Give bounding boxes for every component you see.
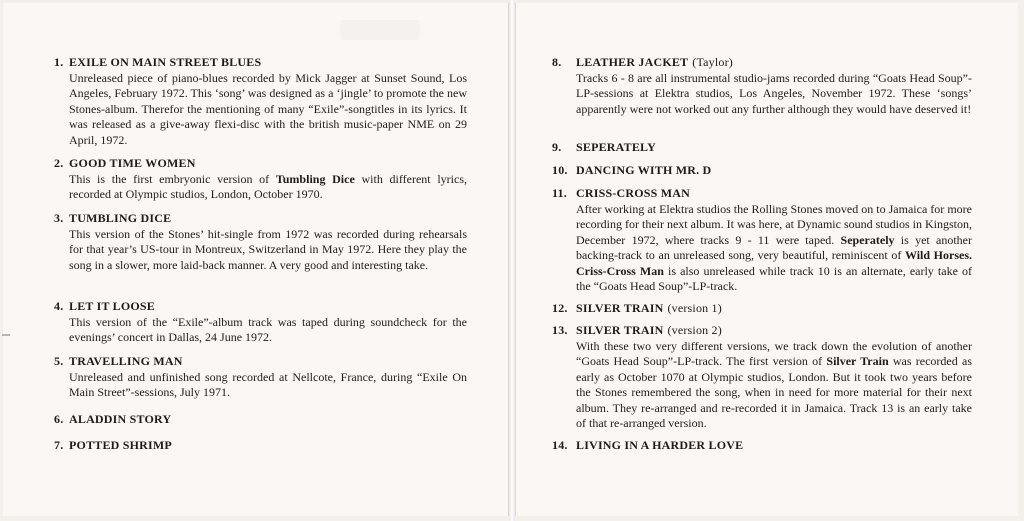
track-heading xyxy=(54,299,467,315)
track-title: DANCING WITH MR. D xyxy=(576,163,712,177)
track-number: 13. xyxy=(552,323,568,337)
track-number: 8. xyxy=(552,55,562,69)
track-title: LET IT LOOSE xyxy=(69,299,156,313)
track-version-note: (version 1) xyxy=(667,301,722,315)
track-number: 6. xyxy=(54,412,64,426)
track-description: This version of the Stones’ hit-single from 1972 was recorded during rehearsals for that year’s US-tour in Montreux, Switzerland in May 1972. Here they play the song in a slower, more laid-back manner. A very good and interesting take. xyxy=(69,226,467,272)
track-title: LEATHER JACKET xyxy=(576,55,689,69)
show-through-ghost xyxy=(340,20,420,40)
track-item-8 xyxy=(552,55,972,117)
track-heading xyxy=(552,140,972,156)
track-number: 9. xyxy=(552,140,562,154)
track-number: 11. xyxy=(552,186,567,200)
desc-text: After working at Elektra studios the Rolling Stones moved on to Jamaica for more recording for their next album. It was here, at Dynamic sound studios in Kingston, December 1972, where tracks 9 - 11 were taped. xyxy=(576,201,972,247)
track-heading xyxy=(54,412,467,428)
track-heading xyxy=(552,323,972,339)
track-title: SILVER TRAIN xyxy=(576,323,664,337)
track-description xyxy=(576,339,972,432)
track-heading xyxy=(54,55,467,71)
track-title: SEPERATELY xyxy=(576,140,657,154)
desc-text: is also unreleased while track 10 is an alternate, early take of the “Goats Head Soup”-LP-track. xyxy=(576,263,972,293)
track-description xyxy=(69,172,467,203)
track-number: 5. xyxy=(54,354,64,368)
track-heading xyxy=(552,186,972,202)
track-heading xyxy=(54,211,467,227)
track-heading xyxy=(54,156,467,172)
track-item-12 xyxy=(552,301,972,317)
track-item-11 xyxy=(552,186,972,295)
track-number: 3. xyxy=(54,211,64,225)
track-description: This version of the “Exile”-album track was taped during soundcheck for the evenings’ concert in Dallas, 24 June 1972. xyxy=(69,314,467,344)
track-number: 7. xyxy=(54,438,64,452)
track-item-13 xyxy=(552,323,972,432)
track-title: POTTED SHRIMP xyxy=(69,438,172,452)
desc-text: This is the first embryonic version of xyxy=(69,171,276,186)
track-item-3 xyxy=(54,211,467,273)
song-reference: Silver Train xyxy=(826,354,889,368)
track-item-4 xyxy=(54,299,467,346)
track-heading xyxy=(552,301,972,317)
track-number: 14. xyxy=(552,438,568,452)
track-item-9 xyxy=(552,140,972,156)
track-description: Unreleased piece of piano-blues recorded by Mick Jagger at Sunset Sound, Los Angeles, February 1972. This ‘song’ was designed as a ‘jingle’ to promote the new Stones-album. Therefor the mentioning of many “Exile”-songtitles in its lyrics. It was released as a give-away flexi-disc with the british music-paper NME on 29 April, 1972. xyxy=(69,70,467,147)
scan-mark xyxy=(2,334,10,336)
track-version-note: (version 2) xyxy=(667,323,722,337)
track-title: EXILE ON MAIN STREET BLUES xyxy=(69,55,262,69)
track-item-7 xyxy=(54,438,467,454)
track-title: ALADDIN STORY xyxy=(69,412,172,426)
desc-text: was recorded as early as October 1070 at Olympic studios, London. But it took two years before the Stones remembered the song, when in need for more material for their next album. They re-arranged and re-recorded it in Jamaica. Track 13 is an early take of that re-arranged version. xyxy=(576,354,972,430)
track-title: SILVER TRAIN xyxy=(576,301,664,315)
track-item-14 xyxy=(552,438,972,454)
track-number: 12. xyxy=(552,301,568,315)
desc-text: with different lyrics, recorded at Olympic studios, London, October 1970. xyxy=(69,171,467,201)
track-number: 10. xyxy=(552,163,568,177)
track-item-6 xyxy=(54,412,467,428)
track-title: LIVING IN A HARDER LOVE xyxy=(576,438,744,452)
track-title: TUMBLING DICE xyxy=(69,211,172,225)
track-title: CRISS-CROSS MAN xyxy=(576,186,691,200)
track-credit: (Taylor) xyxy=(692,55,734,69)
song-reference: Tumbling Dice xyxy=(275,171,355,186)
track-number: 1. xyxy=(54,55,64,69)
page-fold xyxy=(509,0,515,521)
track-title: TRAVELLING MAN xyxy=(69,354,183,368)
track-item-1 xyxy=(54,55,467,148)
desc-text: is yet another backing-track to an unreleased song, very beautiful, reminiscent of xyxy=(576,232,972,262)
song-reference: Seperately xyxy=(840,232,895,247)
desc-text: With these two very different versions, we track down the evolution of another “Goats Head Soup”-LP-track. The first version of xyxy=(576,338,972,368)
track-item-2 xyxy=(54,156,467,203)
track-heading xyxy=(54,354,467,370)
track-heading xyxy=(552,163,972,179)
track-title: GOOD TIME WOMEN xyxy=(69,156,196,170)
track-description: Unreleased and unfinished song recorded at Nellcote, France, during “Exile On Main Street”-sessions, July 1971. xyxy=(69,369,467,399)
track-item-5 xyxy=(54,354,467,401)
track-description xyxy=(576,202,972,295)
song-reference: Wild Horses. Criss-Cross Man xyxy=(576,248,972,278)
track-heading xyxy=(552,55,972,71)
track-heading xyxy=(552,438,972,454)
track-heading xyxy=(54,438,467,454)
track-number: 4. xyxy=(54,299,64,313)
track-number: 2. xyxy=(54,156,64,170)
track-item-10 xyxy=(552,163,972,179)
track-description: Tracks 6 - 8 are all instrumental studio-jams recorded during “Goats Head Soup”-LP-sessions at Elektra studios, Los Angeles, November 1972. These ‘songs’ apparently were not worked out any further although they would have deserved it! xyxy=(576,70,972,116)
